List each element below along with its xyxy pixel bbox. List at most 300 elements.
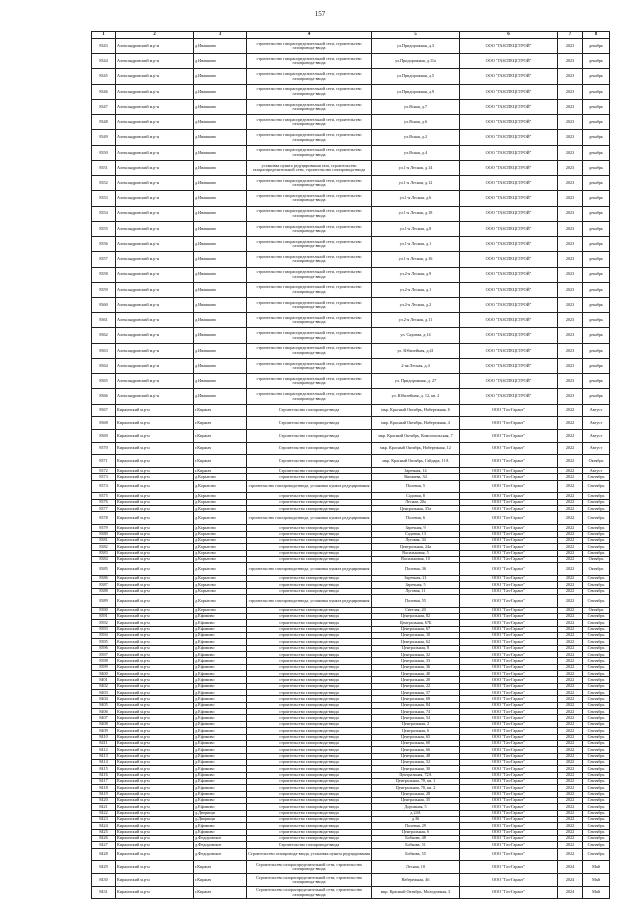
contractor-cell: ООО "ГАЗСПЕЦСТРОЙ" [460, 191, 558, 206]
district-cell: Киржачский м.р-н [116, 499, 194, 505]
row-number-cell: 8396 [92, 645, 116, 651]
district-cell: Киржачский м.р-н [116, 493, 194, 499]
month-cell: декабрь [583, 389, 610, 404]
work-type-cell: строительство газопровода-ввода [247, 493, 372, 499]
row-number-cell: 8395 [92, 639, 116, 645]
district-cell: Киржачский м.р-н [116, 816, 194, 822]
district-cell: Киржачский м.р-н [116, 709, 194, 715]
address-cell: Центральная, 35а [372, 506, 460, 512]
month-cell: Сентябрь [583, 537, 610, 543]
address-cell: мкр. Красный Октябрь, Комсомольская, 7 [372, 430, 460, 443]
address-cell: ул.1-я Лесная, д.14 [372, 160, 460, 175]
row-number-cell: 8387 [92, 582, 116, 588]
year-cell: 2023 [558, 115, 583, 130]
table-row [92, 848, 610, 861]
year-cell: 2022 [558, 683, 583, 689]
contractor-cell: ООО "ГАЗСПЕЦСТРОЙ" [460, 237, 558, 252]
address-cell: Бобкова, 48 [372, 836, 460, 842]
month-cell: Сентябрь [583, 690, 610, 696]
contractor-cell: ООО "Газ-Гарант" [460, 715, 558, 721]
address-cell: ул.2-я Лесная, д.11 [372, 313, 460, 328]
year-cell: 2023 [558, 313, 583, 328]
settlement-cell: д.Ивашково [194, 358, 247, 373]
settlement-cell: д.Ивашково [194, 130, 247, 145]
month-cell: Октябрь [583, 455, 610, 468]
row-number-cell: 8399 [92, 664, 116, 670]
district-cell: Киржачский м.р-н [116, 537, 194, 543]
year-cell: 2022 [558, 759, 583, 765]
district-cell: Александровский м.р-н [116, 145, 194, 160]
row-number-cell: 8362 [92, 328, 116, 343]
work-type-cell: строительство газопровода-ввода [247, 690, 372, 696]
year-cell: 2022 [558, 607, 583, 613]
district-cell: Киржачский м.р-н [116, 829, 194, 835]
address-cell: Лесная, 10 [372, 861, 460, 874]
contractor-cell: ООО "Газ-Гарант" [460, 797, 558, 803]
address-cell: Васильковая, 10 [372, 556, 460, 562]
address-cell: Полевая, 36 [372, 563, 460, 576]
work-type-cell: строительство газораспределительной сети, строительство газопровода-ввода [247, 130, 372, 145]
row-number-cell: 8424 [92, 823, 116, 829]
year-cell: 2023 [558, 328, 583, 343]
gas-works-table [91, 31, 610, 899]
settlement-cell: д.Ефимово [194, 652, 247, 658]
settlement-cell: д.Ефимово [194, 823, 247, 829]
month-cell: Сентябрь [583, 531, 610, 537]
year-cell: 2022 [558, 785, 583, 791]
year-cell: 2022 [558, 836, 583, 842]
contractor-cell: ООО "Газ-Гарант" [460, 886, 558, 899]
row-number-cell: 8350 [92, 145, 116, 160]
work-type-cell: строительство газопровода-ввода [247, 797, 372, 803]
month-cell: Сентябрь [583, 797, 610, 803]
month-cell: Август [583, 442, 610, 455]
contractor-cell: ООО "Газ-Гарант" [460, 734, 558, 740]
district-cell: Киржачский м.р-н [116, 683, 194, 689]
month-cell: Сентябрь [583, 480, 610, 493]
row-number-cell: 8369 [92, 430, 116, 443]
settlement-cell: г.Киржач [194, 468, 247, 474]
table-row [92, 886, 610, 899]
month-cell: Май [583, 861, 610, 874]
contractor-cell: ООО "Газ-Гарант" [460, 836, 558, 842]
district-cell: Киржачский м.р-н [116, 404, 194, 417]
month-cell: Сентябрь [583, 734, 610, 740]
table-row [92, 191, 610, 206]
row-number-cell: 8347 [92, 99, 116, 114]
settlement-cell: д.Ефимово [194, 677, 247, 683]
contractor-cell: ООО "Газ-Гарант" [460, 499, 558, 505]
month-cell: декабрь [583, 267, 610, 282]
month-cell: декабрь [583, 84, 610, 99]
address-cell: Центральная, 10 [372, 633, 460, 639]
settlement-cell: д.Корытово [194, 607, 247, 613]
column-header: 5 [372, 32, 460, 39]
address-cell: Полевая, 55 [372, 594, 460, 607]
district-cell: Киржачский м.р-н [116, 575, 194, 581]
year-cell: 2023 [558, 54, 583, 69]
month-cell: Август [583, 417, 610, 430]
district-cell: Киржачский м.р-н [116, 417, 194, 430]
month-cell: Август [583, 430, 610, 443]
year-cell: 2022 [558, 740, 583, 746]
contractor-cell: ООО "ГАЗСПЕЦСТРОЙ" [460, 160, 558, 175]
year-cell: 2022 [558, 442, 583, 455]
month-cell: Сентябрь [583, 740, 610, 746]
month-cell: Октябрь [583, 607, 610, 613]
month-cell: Сентябрь [583, 544, 610, 550]
table-row [92, 358, 610, 373]
month-cell: Август [583, 404, 610, 417]
month-cell: Сентябрь [583, 709, 610, 715]
work-type-cell: строительство газопровода-ввода, установка пункта редуцирования [247, 594, 372, 607]
district-cell: Киржачский м.р-н [116, 791, 194, 797]
contractor-cell: ООО "ГАЗСПЕЦСТРОЙ" [460, 252, 558, 267]
work-type-cell: строительство газопровода-ввода [247, 709, 372, 715]
settlement-cell: д.Ефимово [194, 785, 247, 791]
district-cell: Александровский м.р-н [116, 282, 194, 297]
row-number-cell: 8391 [92, 613, 116, 619]
year-cell: 2022 [558, 594, 583, 607]
address-cell: Луговая, 34 [372, 537, 460, 543]
district-cell: Александровский м.р-н [116, 374, 194, 389]
contractor-cell: ООО "Газ-Гарант" [460, 607, 558, 613]
district-cell: Александровский м.р-н [116, 39, 194, 54]
year-cell: 2023 [558, 343, 583, 358]
year-cell: 2022 [558, 677, 583, 683]
contractor-cell: ООО "Газ-Гарант" [460, 671, 558, 677]
month-cell: Сентябрь [583, 747, 610, 753]
year-cell: 2022 [558, 531, 583, 537]
district-cell: Киржачский м.р-н [116, 671, 194, 677]
month-cell: Сентябрь [583, 823, 610, 829]
district-cell: Киржачский м.р-н [116, 759, 194, 765]
year-cell: 2023 [558, 221, 583, 236]
row-number-cell: 8354 [92, 206, 116, 221]
contractor-cell: ООО "Газ-Гарант" [460, 696, 558, 702]
year-cell: 2024 [558, 886, 583, 899]
settlement-cell: д.Ивашково [194, 115, 247, 130]
address-cell: Центральная, 68 [372, 696, 460, 702]
address-cell: ул.2-я Лесная, д.1 [372, 282, 460, 297]
settlement-cell: д.Ефимово [194, 721, 247, 727]
settlement-cell: д.Корытово [194, 474, 247, 480]
work-type-cell: строительство газораспределительной сети, строительство газопровода-ввода [247, 389, 372, 404]
settlement-cell: д.Федоровское [194, 842, 247, 848]
work-type-cell: строительство газопровода-ввода [247, 525, 372, 531]
settlement-cell: г.Киржач [194, 430, 247, 443]
table-row [92, 404, 610, 417]
work-type-cell: строительство газопровода-ввода [247, 613, 372, 619]
work-type-cell: Строительство газораспределительной сети, строительство газопровода-ввода [247, 886, 372, 899]
month-cell: Сентябрь [583, 652, 610, 658]
month-cell: декабрь [583, 54, 610, 69]
row-number-cell: 8380 [92, 531, 116, 537]
column-header: 7 [558, 32, 583, 39]
row-number-cell: 8372 [92, 468, 116, 474]
table-row [92, 328, 610, 343]
year-cell: 2022 [558, 702, 583, 708]
work-type-cell: строительство газораспределительной сети, строительство газопровода-ввода [247, 328, 372, 343]
work-type-cell: Строительство газопровода-ввода [247, 442, 372, 455]
settlement-cell: д.Корытово [194, 575, 247, 581]
settlement-cell: д.Федоровское [194, 836, 247, 842]
year-cell: 2022 [558, 804, 583, 810]
settlement-cell: д.Ефимово [194, 753, 247, 759]
contractor-cell: ООО "ГАЗСПЕЦСТРОЙ" [460, 54, 558, 69]
settlement-cell: д.Корытово [194, 582, 247, 588]
contractor-cell: ООО "Газ-Гарант" [460, 455, 558, 468]
table-row [92, 69, 610, 84]
work-type-cell: строительство газопровода-ввода [247, 829, 372, 835]
contractor-cell: ООО "Газ-Гарант" [460, 645, 558, 651]
address-cell: Вишнева, 34 [372, 474, 460, 480]
row-number-cell: 8368 [92, 417, 116, 430]
month-cell: Сентябрь [583, 664, 610, 670]
settlement-cell: д.Ефимово [194, 613, 247, 619]
work-type-cell: строительство газораспределительной сети, строительство газопровода-ввода [247, 374, 372, 389]
work-type-cell: строительство газопровода-ввода [247, 810, 372, 816]
month-cell: Сентябрь [583, 575, 610, 581]
year-cell: 2022 [558, 544, 583, 550]
month-cell: декабрь [583, 39, 610, 54]
year-cell: 2022 [558, 652, 583, 658]
work-type-cell: строительство газораспределительной сети, строительство газопровода-ввода [247, 237, 372, 252]
row-number-cell: 8352 [92, 176, 116, 191]
contractor-cell: ООО "ГАЗСПЕЦСТРОЙ" [460, 328, 558, 343]
contractor-cell: ООО "Газ-Гарант" [460, 480, 558, 493]
contractor-cell: ООО "ГАЗСПЕЦСТРОЙ" [460, 282, 558, 297]
row-number-cell: 8421 [92, 804, 116, 810]
district-cell: Александровский м.р-н [116, 267, 194, 282]
month-cell: Сентябрь [583, 772, 610, 778]
address-cell: Центральная, 20 [372, 677, 460, 683]
table-row [92, 39, 610, 54]
year-cell: 2023 [558, 69, 583, 84]
address-cell: мкр. Красный Октябрь, Молодежная, 3 [372, 886, 460, 899]
district-cell: Александровский м.р-н [116, 176, 194, 191]
year-cell: 2022 [558, 430, 583, 443]
address-cell: ул.Придорожная, д.5 [372, 69, 460, 84]
district-cell: Киржачский м.р-н [116, 823, 194, 829]
month-cell: Сентябрь [583, 506, 610, 512]
contractor-cell: ООО "ГАЗСПЕЦСТРОЙ" [460, 176, 558, 191]
table-row [92, 221, 610, 236]
row-number-cell: 8422 [92, 810, 116, 816]
month-cell: Сентябрь [583, 658, 610, 664]
row-number-cell: 8365 [92, 374, 116, 389]
address-cell: Садовая, 8 [372, 493, 460, 499]
address-cell: Центральная, 57 [372, 690, 460, 696]
address-cell: ул. Садовая, д.14 [372, 328, 460, 343]
district-cell: Киржачский м.р-н [116, 836, 194, 842]
contractor-cell: ООО "Газ-Гарант" [460, 613, 558, 619]
address-cell: Заречная, 5 [372, 582, 460, 588]
work-type-cell: строительство газопровода-ввода [247, 734, 372, 740]
address-cell: Центральная, 70, кв. 2 [372, 785, 460, 791]
year-cell: 2023 [558, 191, 583, 206]
month-cell: Сентябрь [583, 683, 610, 689]
address-cell: ул. Придорожная, д. 27 [372, 374, 460, 389]
year-cell: 2023 [558, 389, 583, 404]
settlement-cell: д.Ефимово [194, 626, 247, 632]
month-cell: Сентябрь [583, 753, 610, 759]
district-cell: Киржачский м.р-н [116, 740, 194, 746]
month-cell: Сентябрь [583, 550, 610, 556]
work-type-cell: строительство газопровода-ввода [247, 772, 372, 778]
row-number-cell: 8348 [92, 115, 116, 130]
row-number-cell: 8402 [92, 683, 116, 689]
district-cell: Киржачский м.р-н [116, 804, 194, 810]
row-number-cell: 8403 [92, 690, 116, 696]
month-cell: Октябрь [583, 556, 610, 562]
contractor-cell: ООО "Газ-Гарант" [460, 639, 558, 645]
row-number-cell: 8417 [92, 778, 116, 784]
address-cell: Центральная, 32 [372, 652, 460, 658]
table-row [92, 160, 610, 175]
month-cell: декабрь [583, 252, 610, 267]
settlement-cell: д.Ивашково [194, 237, 247, 252]
settlement-cell: д.Корытово [194, 537, 247, 543]
month-cell: декабрь [583, 176, 610, 191]
month-cell: Сентябрь [583, 810, 610, 816]
contractor-cell: ООО "Газ-Гарант" [460, 842, 558, 848]
year-cell: 2022 [558, 734, 583, 740]
work-type-cell: строительство газопровода-ввода [247, 582, 372, 588]
settlement-cell: д.Ефимово [194, 696, 247, 702]
district-cell: Киржачский м.р-н [116, 607, 194, 613]
month-cell: Сентябрь [583, 474, 610, 480]
row-number-cell: 8358 [92, 267, 116, 282]
year-cell: 2024 [558, 874, 583, 887]
row-number-cell: 8384 [92, 556, 116, 562]
year-cell: 2022 [558, 797, 583, 803]
year-cell: 2022 [558, 626, 583, 632]
contractor-cell: ООО "Газ-Гарант" [460, 848, 558, 861]
column-header: 4 [247, 32, 372, 39]
address-cell: Центральная, 6 [372, 728, 460, 734]
settlement-cell: д.Ефимово [194, 766, 247, 772]
settlement-cell: д.Ефимово [194, 734, 247, 740]
work-type-cell: Строительство газопровода-ввода [247, 404, 372, 417]
district-cell: Киржачский м.р-н [116, 442, 194, 455]
district-cell: Киржачский м.р-н [116, 594, 194, 607]
settlement-cell: д.Корытово [194, 550, 247, 556]
district-cell: Киржачский м.р-н [116, 797, 194, 803]
year-cell: 2022 [558, 715, 583, 721]
work-type-cell: строительство газораспределительной сети, строительство газопровода-ввода [247, 297, 372, 312]
address-cell: ул.Придорожная, д.11а [372, 54, 460, 69]
year-cell: 2022 [558, 810, 583, 816]
address-cell: Центральная, 82 [372, 613, 460, 619]
month-cell: Сентябрь [583, 785, 610, 791]
settlement-cell: д.Ивашково [194, 267, 247, 282]
year-cell: 2022 [558, 709, 583, 715]
row-number-cell: 8409 [92, 728, 116, 734]
work-type-cell: строительство газораспределительной сети, строительство газопровода-ввода [247, 99, 372, 114]
address-cell: Центральная, 60 [372, 740, 460, 746]
table-row [92, 594, 610, 607]
contractor-cell: ООО "Газ-Гарант" [460, 563, 558, 576]
work-type-cell: строительство газопровода-ввода [247, 759, 372, 765]
contractor-cell: ООО "Газ-Гарант" [460, 702, 558, 708]
month-cell: Сентябрь [583, 639, 610, 645]
address-cell: ул.Ясная, д.2 [372, 130, 460, 145]
address-cell: Центральная, 33 [372, 658, 460, 664]
work-type-cell: строительство газопровода-ввода [247, 816, 372, 822]
address-cell: мкр. Красный Октябрь, Набережная, 12 [372, 442, 460, 455]
table-row [92, 442, 610, 455]
month-cell: Октябрь [583, 563, 610, 576]
contractor-cell: ООО "Газ-Гарант" [460, 417, 558, 430]
address-cell: Центральная, 8 [372, 645, 460, 651]
district-cell: Киржачский м.р-н [116, 747, 194, 753]
year-cell: 2023 [558, 252, 583, 267]
row-number-cell: 8426 [92, 836, 116, 842]
contractor-cell: ООО "Газ-Гарант" [460, 709, 558, 715]
row-number-cell: 8385 [92, 563, 116, 576]
year-cell: 2022 [558, 658, 583, 664]
work-type-cell: строительство газопровода-ввода [247, 544, 372, 550]
address-cell: Центральная, 65 [372, 734, 460, 740]
work-type-cell: строительство газопровода-ввода [247, 645, 372, 651]
contractor-cell: ООО "Газ-Гарант" [460, 778, 558, 784]
address-cell: Заречная, 14 [372, 468, 460, 474]
year-cell: 2023 [558, 297, 583, 312]
contractor-cell: ООО "Газ-Гарант" [460, 531, 558, 537]
year-cell: 2022 [558, 499, 583, 505]
row-number-cell: 8394 [92, 633, 116, 639]
contractor-cell: ООО "Газ-Гарант" [460, 575, 558, 581]
district-cell: Александровский м.р-н [116, 69, 194, 84]
contractor-cell: ООО "Газ-Гарант" [460, 791, 558, 797]
month-cell: декабрь [583, 130, 610, 145]
row-number-cell: 8407 [92, 715, 116, 721]
work-type-cell: строительство газораспределительной сети, строительство газопровода-ввода [247, 358, 372, 373]
row-number-cell: 8425 [92, 829, 116, 835]
month-cell: Сентябрь [583, 721, 610, 727]
work-type-cell: строительство газопровода-ввода [247, 550, 372, 556]
district-cell: Киржачский м.р-н [116, 772, 194, 778]
row-number-cell: 8373 [92, 474, 116, 480]
district-cell: Киржачский м.р-н [116, 658, 194, 664]
district-cell: Киржачский м.р-н [116, 639, 194, 645]
settlement-cell: д.Ивашково [194, 99, 247, 114]
settlement-cell: д.Ефимово [194, 690, 247, 696]
address-cell: Полевая, 5 [372, 480, 460, 493]
contractor-cell: ООО "Газ-Гарант" [460, 874, 558, 887]
row-number-cell: 8400 [92, 671, 116, 677]
address-cell: Центральная, 67Б [372, 620, 460, 626]
address-cell: Центральная, 74 [372, 709, 460, 715]
work-type-cell: строительство газораспределительной сети, строительство газопровода-ввода [247, 191, 372, 206]
work-type-cell: строительство газораспределительной сети, строительство газопровода-ввода [247, 282, 372, 297]
row-number-cell: 8359 [92, 282, 116, 297]
address-cell: ул.Придорожная, д.3 [372, 39, 460, 54]
address-cell: д.36 [372, 816, 460, 822]
address-cell: Центральная, 2 [372, 721, 460, 727]
work-type-cell: Строительство газопровода-ввода [247, 468, 372, 474]
year-cell: 2022 [558, 525, 583, 531]
contractor-cell: ООО "Газ-Гарант" [460, 430, 558, 443]
address-cell: Садовая, 13 [372, 531, 460, 537]
work-type-cell: Строительство газораспределительной сети, строительство газопровода-ввода [247, 861, 372, 874]
row-number-cell: 8366 [92, 389, 116, 404]
month-cell: Сентябрь [583, 829, 610, 835]
month-cell: Сентябрь [583, 493, 610, 499]
contractor-cell: ООО "Газ-Гарант" [460, 766, 558, 772]
row-number-cell: 8367 [92, 404, 116, 417]
